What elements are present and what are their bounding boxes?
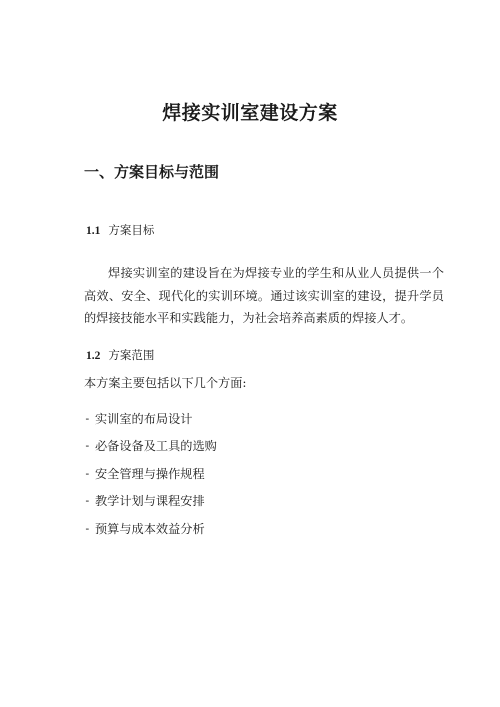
- subsection-number: 1.2: [86, 350, 101, 362]
- list-item-text: 预算与成本效益分析: [95, 521, 205, 536]
- list-item-text: 实训室的布局设计: [95, 411, 193, 426]
- list-item: [84, 405, 217, 433]
- dash-bullet: -: [84, 411, 91, 425]
- subsection-heading-1-2: [86, 347, 154, 363]
- list-item: [84, 433, 217, 461]
- subsection-title: 方案目标: [108, 223, 155, 237]
- list-item-text: 必备设备及工具的选购: [95, 439, 217, 454]
- list-item: [84, 515, 217, 543]
- dash-bullet: -: [84, 439, 91, 453]
- dash-bullet: -: [84, 494, 91, 508]
- subsection-title: 方案范围: [108, 348, 155, 362]
- list-item-text: 安全管理与操作规程: [95, 466, 205, 481]
- list-item: [84, 488, 217, 516]
- section-heading-1: 一、方案目标与范围: [84, 163, 220, 181]
- subsection-heading-1-1: [86, 222, 154, 238]
- goal-paragraph: 焊接实训室的建设旨在为焊接专业的学生和从业人员提供一个高效、安全、现代化的实训环境。通过该实训室的建设，提升学员的焊接技能水平和实践能力，为社会培养高素质的焊接人才。: [84, 266, 444, 325]
- list-item-text: 教学计划与课程安排: [95, 494, 205, 509]
- dash-bullet: -: [84, 521, 91, 535]
- subsection-number: 1.1: [86, 225, 101, 237]
- list-item: [84, 460, 217, 488]
- document-title: 焊接实训室建设方案: [162, 102, 338, 124]
- scope-list: [84, 405, 217, 543]
- dash-bullet: -: [84, 466, 91, 480]
- scope-intro: 本方案主要包括以下几个方面:: [84, 376, 247, 390]
